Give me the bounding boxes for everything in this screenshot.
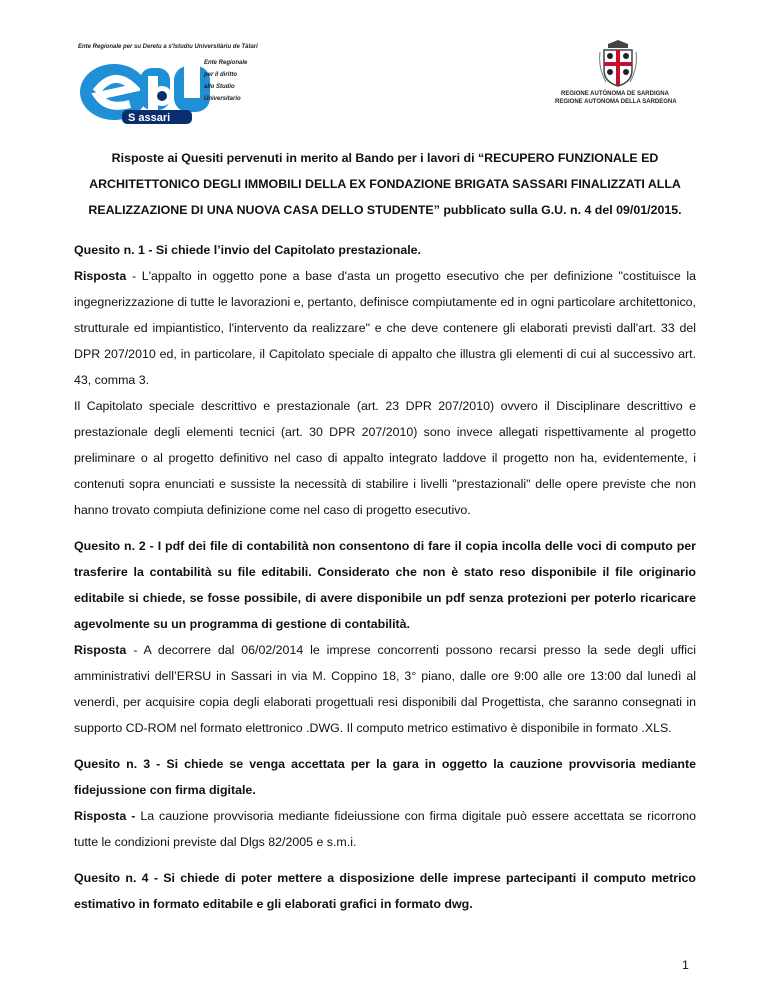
answer-1-text: - L'appalto in oggetto pone a base d'asta un progetto esecutivo che per definizione "costituisce la ingegnerizzazione di tutte le lavorazioni e, pertanto, definisce compiutamente ed in ogni particolare architettonico, strutturale ed impiantistico, l'intervento da realizzare" e che deve contenere gli elaborati previsti dall'art. 33 del DPR 207/2010 ed, in particolare, il Capitolato speciale di appalto che illustra gli elementi di cui al successivo art. 43, comma 3.: [74, 269, 696, 387]
question-2: Quesito n. 2 - I pdf dei file di contabilità non consentono di fare il copia incolla delle voci di computo per trasferire la contabilità su file editabili. Considerato che non è stato reso disponibile il file originario editabile si chiede, se fosse possibile, di avere disponibile un pdf senza protezioni per poterlo ricaricare agevolmente su un programma di gestione di contabilità.: [74, 539, 696, 631]
regione-sardegna-logo: [555, 38, 675, 112]
document-title-line-2: ARCHITETTONICO DEGLI IMMOBILI DELLA EX FONDAZIONE BRIGATA SASSARI FINALIZZATI ALLA: [89, 177, 681, 191]
question-3: Quesito n. 3 - Si chiede se venga accettata per la gara in oggetto la cauzione provvisoria mediante fidejussione con firma digitale.: [74, 757, 696, 797]
ersu-logo: [78, 44, 288, 128]
answer-1: [74, 263, 696, 393]
sardinia-coat-of-arms-icon: [598, 38, 638, 88]
document-title-line-3: REALIZZAZIONE DI UNA NUOVA CASA DELLO STUDENTE” pubblicato sulla G.U. n. 4 del 09/01/2015.: [88, 203, 682, 217]
regione-name-italian: REGIONE AUTONOMA DELLA SARDEGNA: [555, 99, 677, 105]
answer-2-text: - A decorrere dal 06/02/2014 le imprese concorrenti possono recarsi presso la sede degli uffici amministrativi dell’ERSU in Sassari in via M. Coppino 18, 3° piano, dalle ore 9:00 alle ore 13:00 dal lunedì al venerdì, per acquisire copia degli elaborati progettuali resi disponibili dal Progettista, che saranno consegnati in supporto CD-ROM nel formato elettronico .DWG. Il computo metrico estimativo è disponibile in formato .XLS.: [74, 643, 696, 735]
answer-label: Risposta: [74, 269, 127, 283]
svg-text:S assari: S assari: [128, 112, 171, 124]
document-body: [74, 145, 696, 917]
answer-3-text: La cauzione provvisoria mediante fideiussione con firma digitale può essere accettata se ricorrono tutte le condizioni previste dal Dlgs 82/2005 e s.m.i.: [74, 809, 696, 849]
answer-3: [74, 803, 696, 855]
ersu-logo-subtitle: Ente Regionale per il diritto allo Studio Universitario: [204, 60, 248, 102]
document-header: [0, 0, 768, 140]
page-number: 1: [682, 958, 689, 972]
question-1: Quesito n. 1 - Si chiede l’invio del Capitolato prestazionale.: [74, 243, 422, 257]
ersu-logo-top-text: Ente Regionale per su Deretu a s'Istudiu Universitàriu de Tàtari: [78, 44, 258, 50]
answer-label: Risposta -: [74, 809, 136, 823]
answer-label: Risposta: [74, 643, 127, 657]
question-4: Quesito n. 4 - Si chiede di poter mettere a disposizione delle imprese partecipanti il computo metrico estimativo in formato editabile e gli elaborati grafici in formato dwg.: [74, 871, 696, 911]
answer-1-paragraph-2: Il Capitolato speciale descrittivo e prestazionale (art. 23 DPR 207/2010) ovvero il Disciplinare descrittivo e prestazionale degli elementi tecnici (art. 30 DPR 207/2010) sono invece allegati rispettivamente al progetto preliminare o al progetto definitivo nel caso di appalto integrato laddove il progetto non ha, evidentemente, i contenuti sopra enunciati e sussiste la necessità di stabilire i livelli "prestazionali" delle opere previste che non hanno trovato compiuta definizione come nel caso di progetto esecutivo.: [74, 399, 696, 517]
answer-2: [74, 637, 696, 741]
regione-name-sardinian: REGIONE AUTÒNOMA DE SARDIGNA: [561, 91, 669, 97]
ersu-logo-mark: [78, 52, 218, 126]
document-title-line-1: Risposte ai Quesiti pervenuti in merito al Bando per i lavori di “RECUPERO FUNZIONALE ED: [111, 151, 659, 165]
